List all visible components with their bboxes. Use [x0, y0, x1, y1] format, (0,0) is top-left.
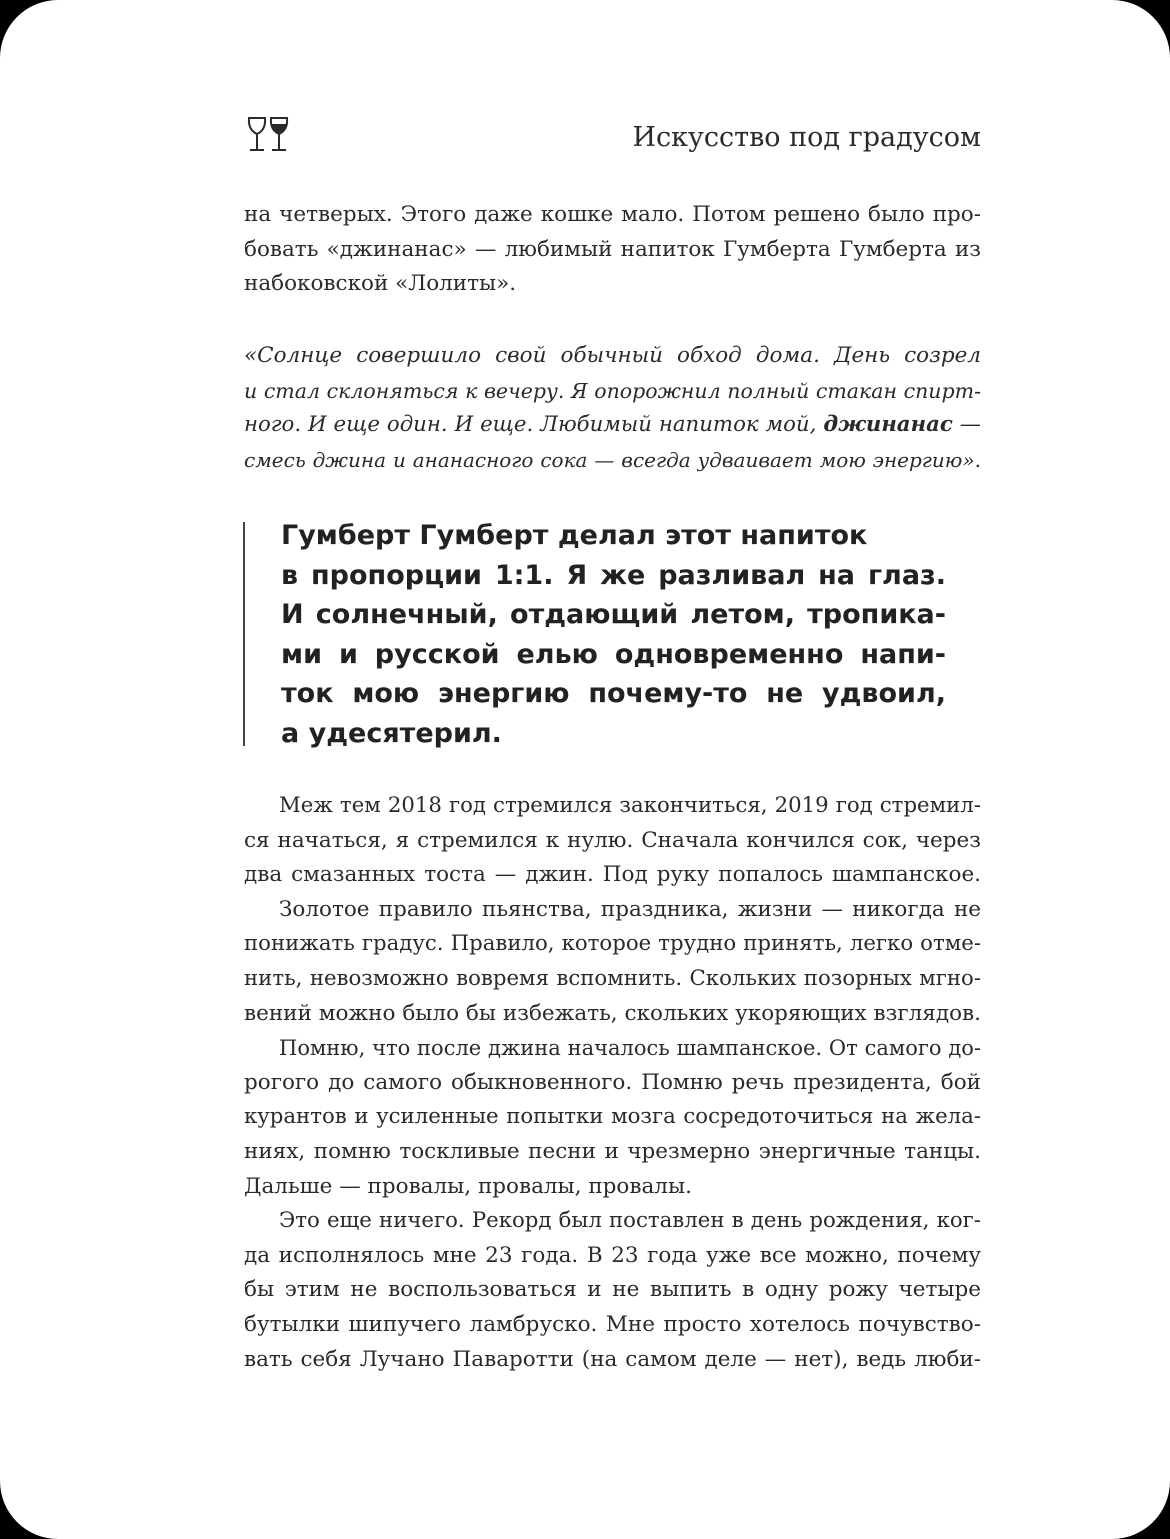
text-line: вений можно было бы избежать, скольких укоряющих взглядов.: [244, 1000, 981, 1026]
nabokov-quote: [244, 339, 981, 477]
text-line: на четверых. Этого даже кошке мало. Потом решено было про-: [244, 202, 981, 227]
text-line: два смазанных тоста — джин. Под руку попалось шампанское.: [244, 862, 981, 888]
text-line: рогого до самого обыкновенного. Помню речь президента, бой: [244, 1069, 981, 1095]
wine-glasses-icon: [245, 116, 291, 154]
text-line: вать себя Лучано Паваротти (на самом деле — нет), ведь люби-: [244, 1346, 981, 1372]
running-title: Искусство под градусом: [632, 122, 981, 153]
pullquote-line: а удесятерил.: [281, 717, 502, 749]
quote-line: «Солнце совершило свой обычный обход дома. День созрел: [244, 343, 981, 368]
text-line: понижать градус. Правило, которое трудно принять, легко отме-: [244, 931, 981, 957]
text-line: ниях, помню тоскливые песни и чрезмерно энергичные танцы.: [244, 1138, 981, 1164]
text-line: Помню, что после джина началось шампанское. От самого до-: [279, 1036, 981, 1061]
text-line: да исполнялось мне 23 года. В 23 года уже все можно, почему: [244, 1242, 981, 1268]
pullquote-line: ток мою энергию почему-то не удвоил,: [281, 678, 946, 709]
text-line: Это еще ничего. Рекорд был поставлен в день рождения, ког-: [279, 1208, 981, 1234]
text-line: бы этим не воспользоваться и не выпить в одну рожу четыре: [244, 1277, 981, 1303]
quote-line: смесь джина и ананасного сока — всегда удваивает мою энергию».: [244, 447, 981, 472]
intro-paragraph: [244, 198, 981, 302]
text-line: бутылки шипучего ламбруско. Мне просто хотелось почувство-: [244, 1311, 981, 1337]
quote-line: и стал склоняться к вечеру. Я опорожнил полный стакан спирт-: [244, 378, 981, 403]
text-line: бовать «джинанас» — любимый напиток Гумберта Гумберта из: [244, 236, 981, 262]
pullquote-line: в пропорции 1:1. Я же разливал на глаз.: [281, 559, 946, 591]
quote-line: [244, 408, 981, 443]
pullquote-line: ми и русской елью одновременно напи-: [281, 638, 946, 670]
text-line: Дальше — провалы, провалы, провалы.: [244, 1173, 692, 1199]
text-line: Меж тем 2018 год стремился закончиться, 2019 год стремил-: [279, 793, 981, 818]
pullquote: [243, 520, 965, 749]
text-line: нить, невозможно вовремя вспомнить. Скольких позорных мгно-: [244, 965, 981, 991]
quote-line-tail: —: [952, 412, 981, 438]
pullquote-text: [281, 516, 946, 753]
text-line: курантов и усиленные попытки мозга сосредоточиться на жела-: [244, 1104, 981, 1130]
text-line: ся начаться, я стремился к нулю. Сначала кончился сок, через: [244, 827, 981, 853]
text-line: Золотое правило пьянства, праздника, жизни — никогда не: [279, 896, 981, 922]
pullquote-line: И солнечный, отдающий летом, тропика-: [281, 599, 946, 630]
text-line: набоковской «Лолиты».: [244, 271, 517, 297]
main-text: [244, 789, 981, 1377]
quote-bold-word: джинанас: [823, 412, 953, 438]
pullquote-line: Гумберт Гумберт делал этот напиток: [281, 520, 868, 551]
quote-line-head: ного. И еще один. И еще. Любимый напиток мой,: [244, 412, 817, 438]
